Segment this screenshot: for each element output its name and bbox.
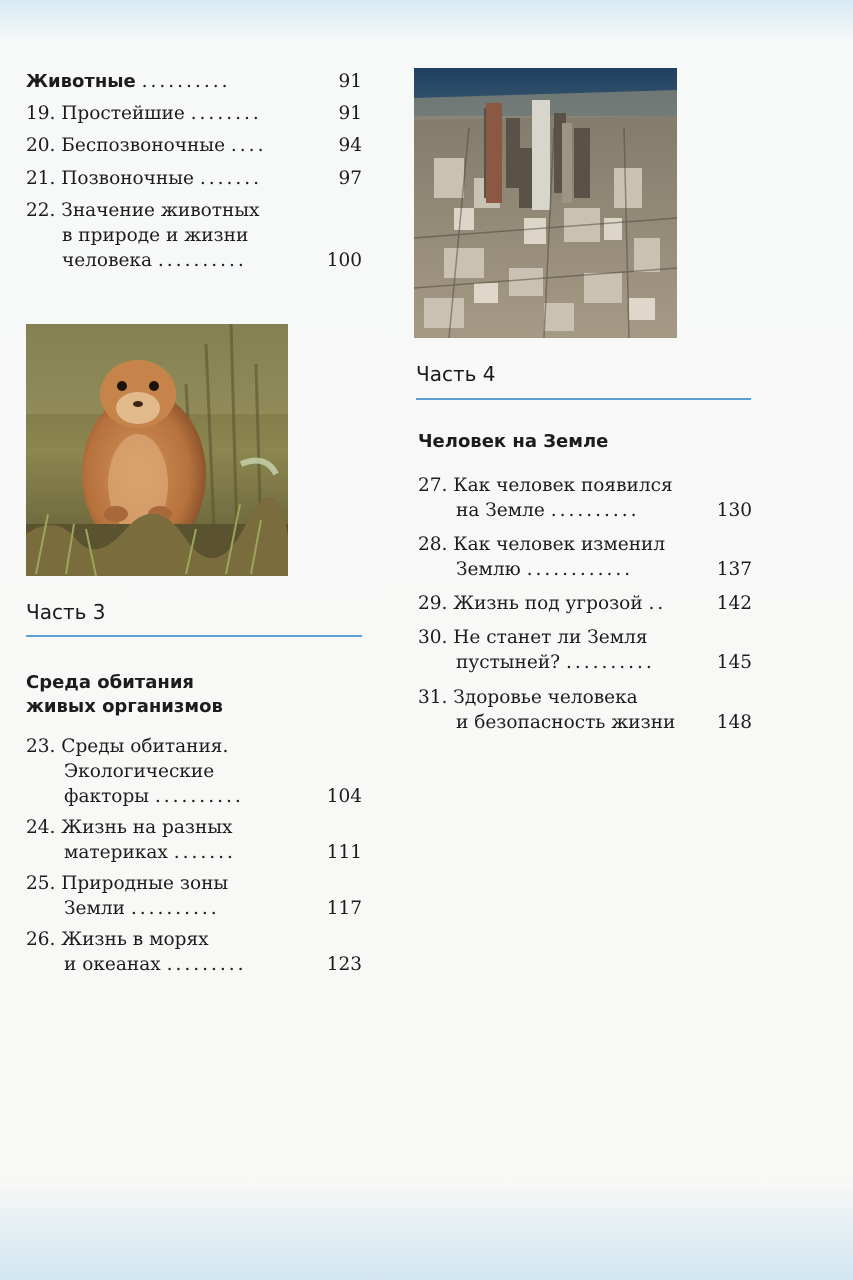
- toc-entry-27[interactable]: 27. Как человек появился на Земле .......... 130: [418, 475, 752, 521]
- toc-page-number: 97: [338, 168, 362, 189]
- toc-page-number: 104: [326, 786, 362, 807]
- toc-entry-label: 20. Беспозвоночные: [26, 135, 226, 156]
- toc-entry-label-cont: факторы: [64, 786, 150, 807]
- toc-entry-label: 22. Значение животных: [26, 200, 260, 221]
- toc-entry-label-cont: материках: [64, 842, 168, 863]
- toc-entry-label-cont: человека: [62, 250, 153, 271]
- toc-entry-21[interactable]: 21. Позвоночные ....... 97: [26, 168, 362, 189]
- toc-entry-label: 28. Как человек изменил: [418, 534, 666, 555]
- toc-entry-label-cont: и безопасность жизни: [456, 712, 676, 733]
- toc-entry-label-cont: на Земле: [456, 500, 545, 521]
- toc-entry-label-cont: Землю: [456, 559, 521, 580]
- toc-entry-label: 29. Жизнь под угрозой: [418, 593, 643, 614]
- toc-page-number: 91: [338, 71, 362, 92]
- toc-page-number: 142: [716, 593, 752, 614]
- toc-heading-animals[interactable]: Животные .......... 91: [26, 71, 362, 92]
- gopher-photo: [26, 324, 288, 576]
- toc-entry-19[interactable]: 19. Простейшие ........ 91: [26, 103, 362, 124]
- toc-page-number: 91: [338, 103, 362, 124]
- toc-heading-label: Животные: [26, 71, 136, 92]
- part4-divider: [416, 398, 751, 400]
- toc-page-number: 117: [326, 898, 362, 919]
- city-aerial-photo: [414, 68, 677, 338]
- toc-page-number: 94: [338, 135, 362, 156]
- part3-section-title: Среда обитания живых организмов: [26, 672, 223, 717]
- toc-entry-22[interactable]: 22. Значение животных в природе и жизни человека .......... 100: [26, 200, 362, 271]
- toc-page-number: 145: [716, 652, 752, 673]
- toc-entry-25[interactable]: 25. Природные зоны Земли .......... 117: [26, 873, 362, 919]
- toc-entry-26[interactable]: 26. Жизнь в морях и океанах ......... 123: [26, 929, 362, 975]
- toc-entry-label: 31. Здоровье человека: [418, 687, 638, 708]
- toc-entry-label: 21. Позвоночные: [26, 168, 194, 189]
- toc-entry-label-cont: Земли: [64, 898, 125, 919]
- toc-entry-label: 27. Как человек появился: [418, 475, 673, 496]
- toc-entry-label: 24. Жизнь на разных: [26, 817, 233, 838]
- toc-entry-29[interactable]: 29. Жизнь под угрозой .. 142: [418, 593, 752, 614]
- toc-entry-24[interactable]: 24. Жизнь на разных материках ....... 111: [26, 817, 362, 863]
- toc-entry-31[interactable]: [418, 685, 752, 735]
- toc-entry-label: 23. Среды обитания.: [26, 736, 229, 757]
- toc-page-number: 123: [326, 954, 362, 975]
- toc-entry-28[interactable]: 28. Как человек изменил Землю ............ 137: [418, 534, 752, 580]
- toc-entry-label-cont: Экологические: [64, 761, 215, 782]
- toc-entry-label: 19. Простейшие: [26, 103, 185, 124]
- toc-entry-label: 25. Природные зоны: [26, 873, 229, 894]
- toc-entry-23[interactable]: 23. Среды обитания. Экологические факторы .......... 104: [26, 736, 362, 807]
- toc-entry-label: 26. Жизнь в морях: [26, 929, 209, 950]
- toc-entry-label-cont: в природе и жизни: [62, 225, 249, 246]
- toc-entry-label-cont: и океанах: [64, 954, 161, 975]
- part4-title: Часть 4: [416, 362, 496, 386]
- part4-section-title: Человек на Земле: [418, 431, 609, 452]
- toc-entry-label: 30. Не станет ли Земля: [418, 627, 648, 648]
- toc-page-number: 111: [326, 842, 362, 863]
- toc-entry-30[interactable]: 30. Не станет ли Земля пустыней? .......... 145: [418, 627, 752, 673]
- toc-page-number: 148: [716, 712, 752, 733]
- part3-title: Часть 3: [26, 600, 106, 624]
- part3-divider: [26, 635, 362, 637]
- toc-page-number: 100: [326, 250, 362, 271]
- toc-page-number: 137: [716, 559, 752, 580]
- toc-page-number: 130: [716, 500, 752, 521]
- toc-entry-label-cont: пустыней?: [456, 652, 561, 673]
- toc-entry-20[interactable]: 20. Беспозвоночные .... 94: [26, 135, 362, 156]
